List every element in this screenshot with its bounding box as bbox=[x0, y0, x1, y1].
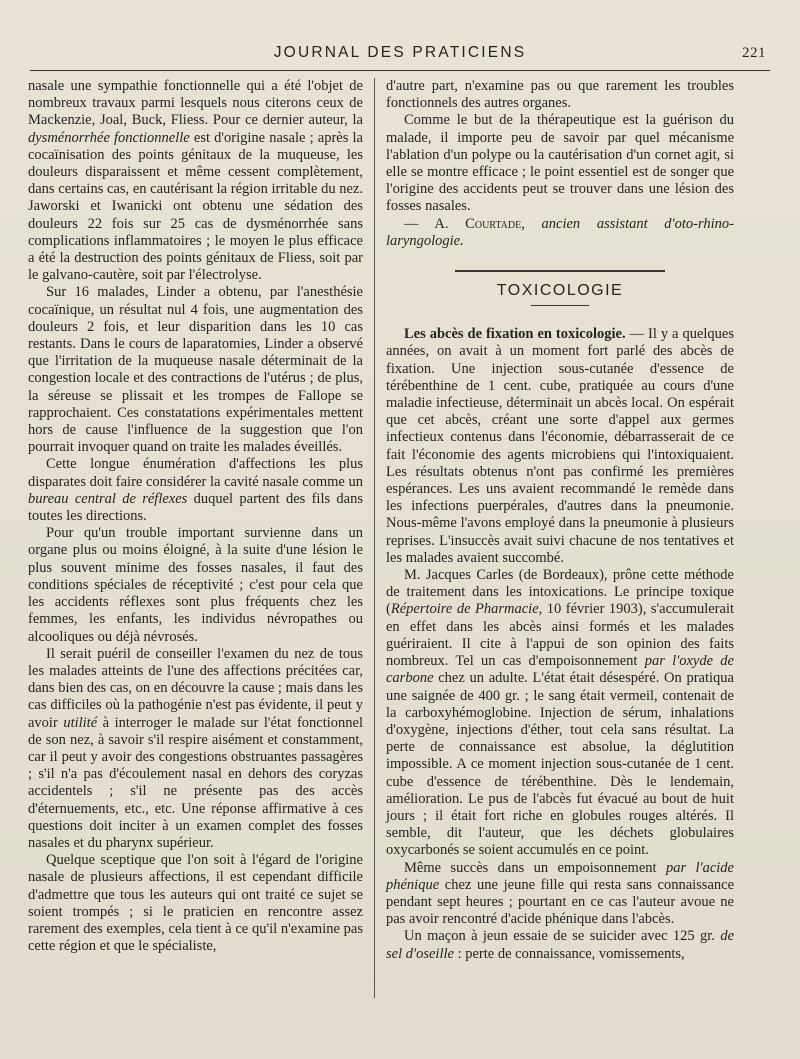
paragraph bbox=[386, 928, 734, 962]
paragraph-text: nasale une sympathie fonctionnelle qui a été l'objet de nombreux travaux parmi lesquels nous citerons ceux de Mackenzie, Joal, Buck, Fliess. Pour ce dernier auteur, la bbox=[28, 78, 363, 129]
author-title: , ancien assistant d'oto-rhino-laryngologie. bbox=[386, 215, 734, 249]
paragraph-text: M. Jacques Carles (de Bordeaux), prône cette méthode de traitement dans les intoxications. Le principe toxique ( bbox=[386, 567, 734, 618]
italic-term: bureau central de réflexes bbox=[28, 490, 188, 507]
paragraph-text: duquel partent des fils dans toutes les directions. bbox=[28, 490, 363, 525]
paragraph: Comme le but de la thérapeutique est la guérison du malade, il importe peu de savoir par quel mécanisme l'ablation d'un polype ou la cautérisation d'un cornet agit, si elle se montre efficace ; le point essentiel est de songer que l'origine des accidents peut se trouver dans une lésion des fosses nasales. bbox=[386, 112, 734, 215]
paragraph-text: : perte de connaissance, vomissements, bbox=[453, 945, 685, 962]
column-divider bbox=[374, 78, 375, 998]
paragraph-text: Cette longue énumération d'affections les plus disparates doit faire considérer la cavité nasale comme un bbox=[28, 456, 363, 490]
italic-term: Répertoire de Pharmacie bbox=[390, 601, 539, 618]
section-bottom-rule bbox=[531, 305, 589, 306]
paragraph-text: à interroger le malade sur l'état fonctionnel de son nez, à savoir s'il respire aisément et constamment, car il peut y avoir des congestions obstruantes passagères ; s'il n'a pas d'écoulement nasal en dehors des coryzas accidentels ; s'il ne présente pas des accès d'éternuements, etc., etc. Une réponse affirmative à ces questions doit inciter à un examen complet des fosses nasales et du pharynx supérieur. bbox=[28, 714, 363, 851]
paragraph bbox=[28, 646, 363, 852]
paragraph-text: — Il y a quelques années, on avait à un moment fort parlé des abcès de fixation. Une injection sous-cutanée d'essence de térébenthine de 1 cent. cube, pratiquée au cours d'une maladie infectieuse, déterminait un abcès local. On espérait que cet abcès, créant une sorte d'appel aux germes infectieux contenus dans l'économie, débarrasserait de ce fait l'économie des agents microbiens qui l'intoxiquaient. Les résultats obtenus n'ont pas confirmé les premières espérances. Les uns avaient recommandé le remède dans les infections puerpérales, d'autres dans la pneumonie. Nous-même l'avons employé dans la pneumonie à plusieurs reprises. L'insuccès avait suivi chacune de nos tentatives et les malades avaient succombé. bbox=[386, 326, 734, 566]
section-header bbox=[386, 270, 734, 306]
right-column bbox=[386, 78, 734, 963]
paragraph: d'autre part, n'examine pas ou que rarement les troubles fonctionnels des autres organes. bbox=[386, 78, 734, 112]
paragraph: Sur 16 malades, Linder a obtenu, par l'anesthésie cocaïnique, un résultat nul 4 fois, une augmentation des douleurs 2 fois, et leur disparition dans les 10 cas restants. Dans le cours de laparatomies, Linder a observé que l'irritation de la muqueuse nasale déterminait de la congestion locale et des contractions de l'utérus ; de plus, la séreuse se plissait et les trompes de Fallope se rapprochaient. Ces constatations expérimentales mettent hors de cause l'influence de la suggestion que l'on pourrait invoquer quand on traite les malades éveillés. bbox=[28, 284, 363, 456]
paragraph-text: Il serait puéril de conseiller l'examen du nez de tous les malades atteints de l'une des affections précitées car, dans bien des cas, on en découvre la cause ; mais dans les cas difficiles où la pathogénie n'est pas évidente, il peut y avoir bbox=[28, 645, 363, 731]
paragraph-text: est d'origine nasale ; après la cocaïnisation des points génitaux de la muqueuse, les douleurs disparaissent et même cessent complètement, dans certains cas, en cautérisant la région irritable du nez. Jaworski et Iwanicki ont obtenu une sédation des douleurs 22 fois sur 25 cas de dysménorrhée sans complications inflammatoires ; le moyen le plus efficace a été la destruction des points génitaux de Fliess, soit par le galvano-cautère, soit par l'électrolyse. bbox=[28, 129, 363, 284]
italic-term: par l'oxyde de carbone bbox=[386, 653, 734, 687]
paragraph bbox=[28, 456, 363, 525]
article-paragraph bbox=[386, 326, 734, 567]
paragraph-text: Même succès dans un empoisonnement bbox=[404, 859, 666, 876]
paragraph bbox=[386, 860, 734, 929]
italic-term: utilité bbox=[63, 714, 98, 731]
paragraph: Pour qu'un trouble important survienne dans un organe plus ou moins éloigné, à la suite d'une lésion le plus souvent minime des fosses nasales, il faut des conditions spéciales de réceptivité ; c'est pour cela que les accidents réflexes sont plus fréquents chez les femmes, les enfants, les individus névropathes ou alcooliques ou déjà névrosés. bbox=[28, 525, 363, 645]
paragraph-text: chez un adulte. L'état était désespéré. On pratiqua une saignée de 400 gr. ; le sang était vermeil, contenait de la carboxyhémoglobine. Injection de sérum, inhalations d'oxygène, injections d'éther, tout cela sans résultat. La perte de connaissance est absolue, la déglutition impossible. A ce moment injection sous-cutanée de 1 cent. cube d'essence de térébenthine. Dès le lendemain, amélioration. Le pus de l'abcès fut évacué au bout de huit jours ; il était fort riche en globules rouges altérés. Il semble, dit l'auteur, que les déchets globulaires oxycarbonés se soient accumulés en ce point. bbox=[386, 670, 734, 859]
italic-term: de sel d'oseille bbox=[386, 928, 734, 962]
page-number: 221 bbox=[742, 45, 766, 61]
signature-dash: — A. bbox=[404, 215, 466, 232]
running-header bbox=[30, 42, 770, 71]
section-title: TOXICOLOGIE bbox=[496, 282, 624, 300]
section-top-rule bbox=[455, 270, 665, 272]
paragraph: Quelque sceptique que l'on soit à l'égard de l'origine nasale de plusieurs affections, il est cependant difficile d'admettre que tous les auteurs qui ont traité ce sujet se soient trompés ; si le praticien en rencontre assez rarement des exemples, cela tient à ce qu'il n'examine pas cette région et que le spécialiste, bbox=[28, 852, 363, 955]
author-name: Courtade bbox=[465, 215, 522, 232]
left-column bbox=[28, 78, 363, 955]
paragraph-text: Un maçon à jeun essaie de se suicider avec 125 gr. bbox=[404, 928, 721, 945]
italic-term: par l'acide phénique bbox=[386, 859, 734, 893]
journal-title: JOURNAL DES PRATICIENS bbox=[273, 44, 527, 61]
paragraph bbox=[386, 567, 734, 859]
author-signature bbox=[386, 216, 734, 250]
paragraph-text: , 10 février 1903), s'accumulerait en effet dans les abcès ainsi formés et les malades guériraient. Il cite à l'appui de son opinion des faits nombreux. Tel un cas d'empoisonnement bbox=[386, 601, 735, 670]
paragraph-text: chez une jeune fille qui resta sans connaissance pendant sept heures ; pourtant en ce cas l'auteur avoue ne pas avoir rencontré d'acide phénique dans l'abcès. bbox=[386, 876, 734, 928]
paragraph bbox=[28, 78, 363, 284]
italic-term: dysménorrhée fonctionnelle bbox=[28, 129, 190, 146]
article-heading: Les abcès de fixation en toxicologie. bbox=[404, 326, 626, 343]
